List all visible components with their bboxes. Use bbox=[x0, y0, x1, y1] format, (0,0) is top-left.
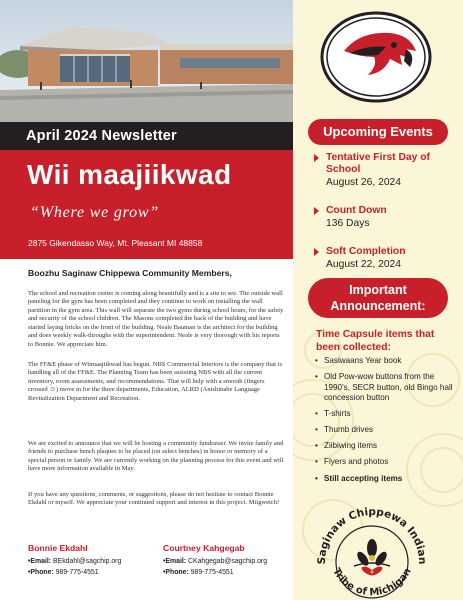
contact-phone-line bbox=[28, 569, 163, 576]
contact-email[interactable]: CKahgegab@sagchip.org bbox=[188, 558, 268, 565]
list-item: • Thumb drives bbox=[315, 425, 455, 436]
letter-paragraph: We are excited to announce that we will be hosting a community fundraiser. We invite family and friends to purchase bench plaques to be placed (on select benches) in honor or memory of a special person or family. We are currently working on the planning process for this event and will have more information available in May. bbox=[28, 440, 284, 473]
announcement-heading-line-1: Important bbox=[349, 283, 407, 297]
newsletter-tagline: “Where we grow” bbox=[30, 204, 160, 221]
event-value: August 22, 2024 bbox=[326, 259, 401, 270]
event-value: August 26, 2024 bbox=[326, 177, 401, 188]
newsletter-month: April 2024 Newsletter bbox=[26, 128, 177, 144]
bullet-arrow-icon bbox=[314, 154, 319, 162]
contact-email-line bbox=[163, 558, 298, 565]
tribal-seal bbox=[303, 488, 441, 600]
bullet-arrow-icon bbox=[314, 207, 319, 215]
letter-paragraph: The school and recreation center is coming along beautifully and is a site to see. The outside wall paneling for the gym has been completed and they continue to work on installing the wall partition in the gym area. This wall will separate the two gyms during school hours, for the safety and security of the school children. The Masons completed the back of the building and have started laying bricks on the front of the building. Neale Bauman is the architect for the building and does weekly walk-throughs with the superintendent. Neale is very thorough with his reports to Bonnie. We appreciate him. bbox=[28, 290, 284, 348]
eagle-logo bbox=[320, 11, 432, 103]
announcement-heading bbox=[308, 278, 448, 318]
contact-phone: 989-775-4551 bbox=[55, 569, 99, 576]
event-item bbox=[314, 152, 459, 196]
title-banner bbox=[0, 150, 293, 259]
list-item: • Flyers and photos bbox=[315, 457, 455, 468]
email-label: •Email: bbox=[163, 558, 187, 565]
event-title: Count Down bbox=[326, 205, 387, 216]
letter-paragraph: The FF&E phase of Wiimaajiikwad has begun. NBS Commercial Interiors is the company that is handling all of the FF&E. The Planning Team has been assisting NBS with all the current inventory, room assessments, and recommendations. That will help with a smooth (fingers crossed ☺) move in for the three departments, Education, ALRD (Anishinabe Language Revitalization Department and Recreation. bbox=[28, 361, 282, 402]
phone-label: •Phone: bbox=[163, 569, 189, 576]
event-item bbox=[314, 205, 459, 237]
list-item: • Old Pow-wow buttons from the 1990’s, SECR button, old Bingo hall concession button bbox=[315, 372, 455, 404]
list-item: • Ziibiwing items bbox=[315, 441, 455, 452]
bullet-arrow-icon bbox=[314, 248, 319, 256]
contact-card-bonnie bbox=[28, 543, 163, 576]
event-title: Tentative First Day of School bbox=[326, 152, 430, 175]
contact-name: Bonnie Ekdahl bbox=[28, 543, 88, 553]
contact-email-line bbox=[28, 558, 163, 565]
newsletter-title: Wii maajiikwad bbox=[27, 159, 232, 190]
newsletter-address: 2875 Gikendasso Way, Mt. Pleasant MI 48858 bbox=[28, 238, 203, 248]
contact-email[interactable]: BEkdahl@sagchip.org bbox=[53, 558, 122, 565]
month-banner bbox=[0, 122, 293, 150]
upcoming-events-heading: Upcoming Events bbox=[308, 119, 448, 145]
letter-greeting: Boozhu Saginaw Chippewa Community Members, bbox=[28, 268, 232, 278]
time-capsule-list bbox=[315, 356, 455, 490]
letter-paragraph: If you have any questions, comments, or suggestions, please do not hesitate to contact Bonnie Ekdahl or myself. We appreciate your continued support and interest in this project. Miigwetch! bbox=[28, 491, 280, 507]
contact-name: Courtney Kahgegab bbox=[163, 543, 245, 553]
contact-phone: 989-775-4551 bbox=[190, 569, 234, 576]
list-item: • Sasiwaans Year book bbox=[315, 356, 455, 367]
seal-text-top: Saginaw Chippewa Indian bbox=[315, 505, 429, 565]
list-item: • T-shirts bbox=[315, 409, 455, 420]
list-item: • Still accepting items bbox=[315, 474, 455, 485]
event-item bbox=[314, 246, 459, 271]
event-title: Soft Completion bbox=[326, 246, 406, 257]
sidebar bbox=[293, 0, 463, 600]
email-label: •Email: bbox=[28, 558, 52, 565]
announcement-heading-line-2: Announcement: bbox=[330, 299, 426, 313]
events-list bbox=[314, 152, 459, 280]
contact-phone-line bbox=[163, 569, 298, 576]
phone-label: •Phone: bbox=[28, 569, 54, 576]
time-capsule-heading: Time Capsule items that been collected: bbox=[316, 329, 435, 353]
building-rendering-image bbox=[0, 0, 293, 122]
event-value: 136 Days bbox=[326, 218, 370, 229]
seal-text-bottom: Tribe of Michigan bbox=[330, 566, 414, 599]
contact-card-courtney bbox=[163, 543, 298, 576]
